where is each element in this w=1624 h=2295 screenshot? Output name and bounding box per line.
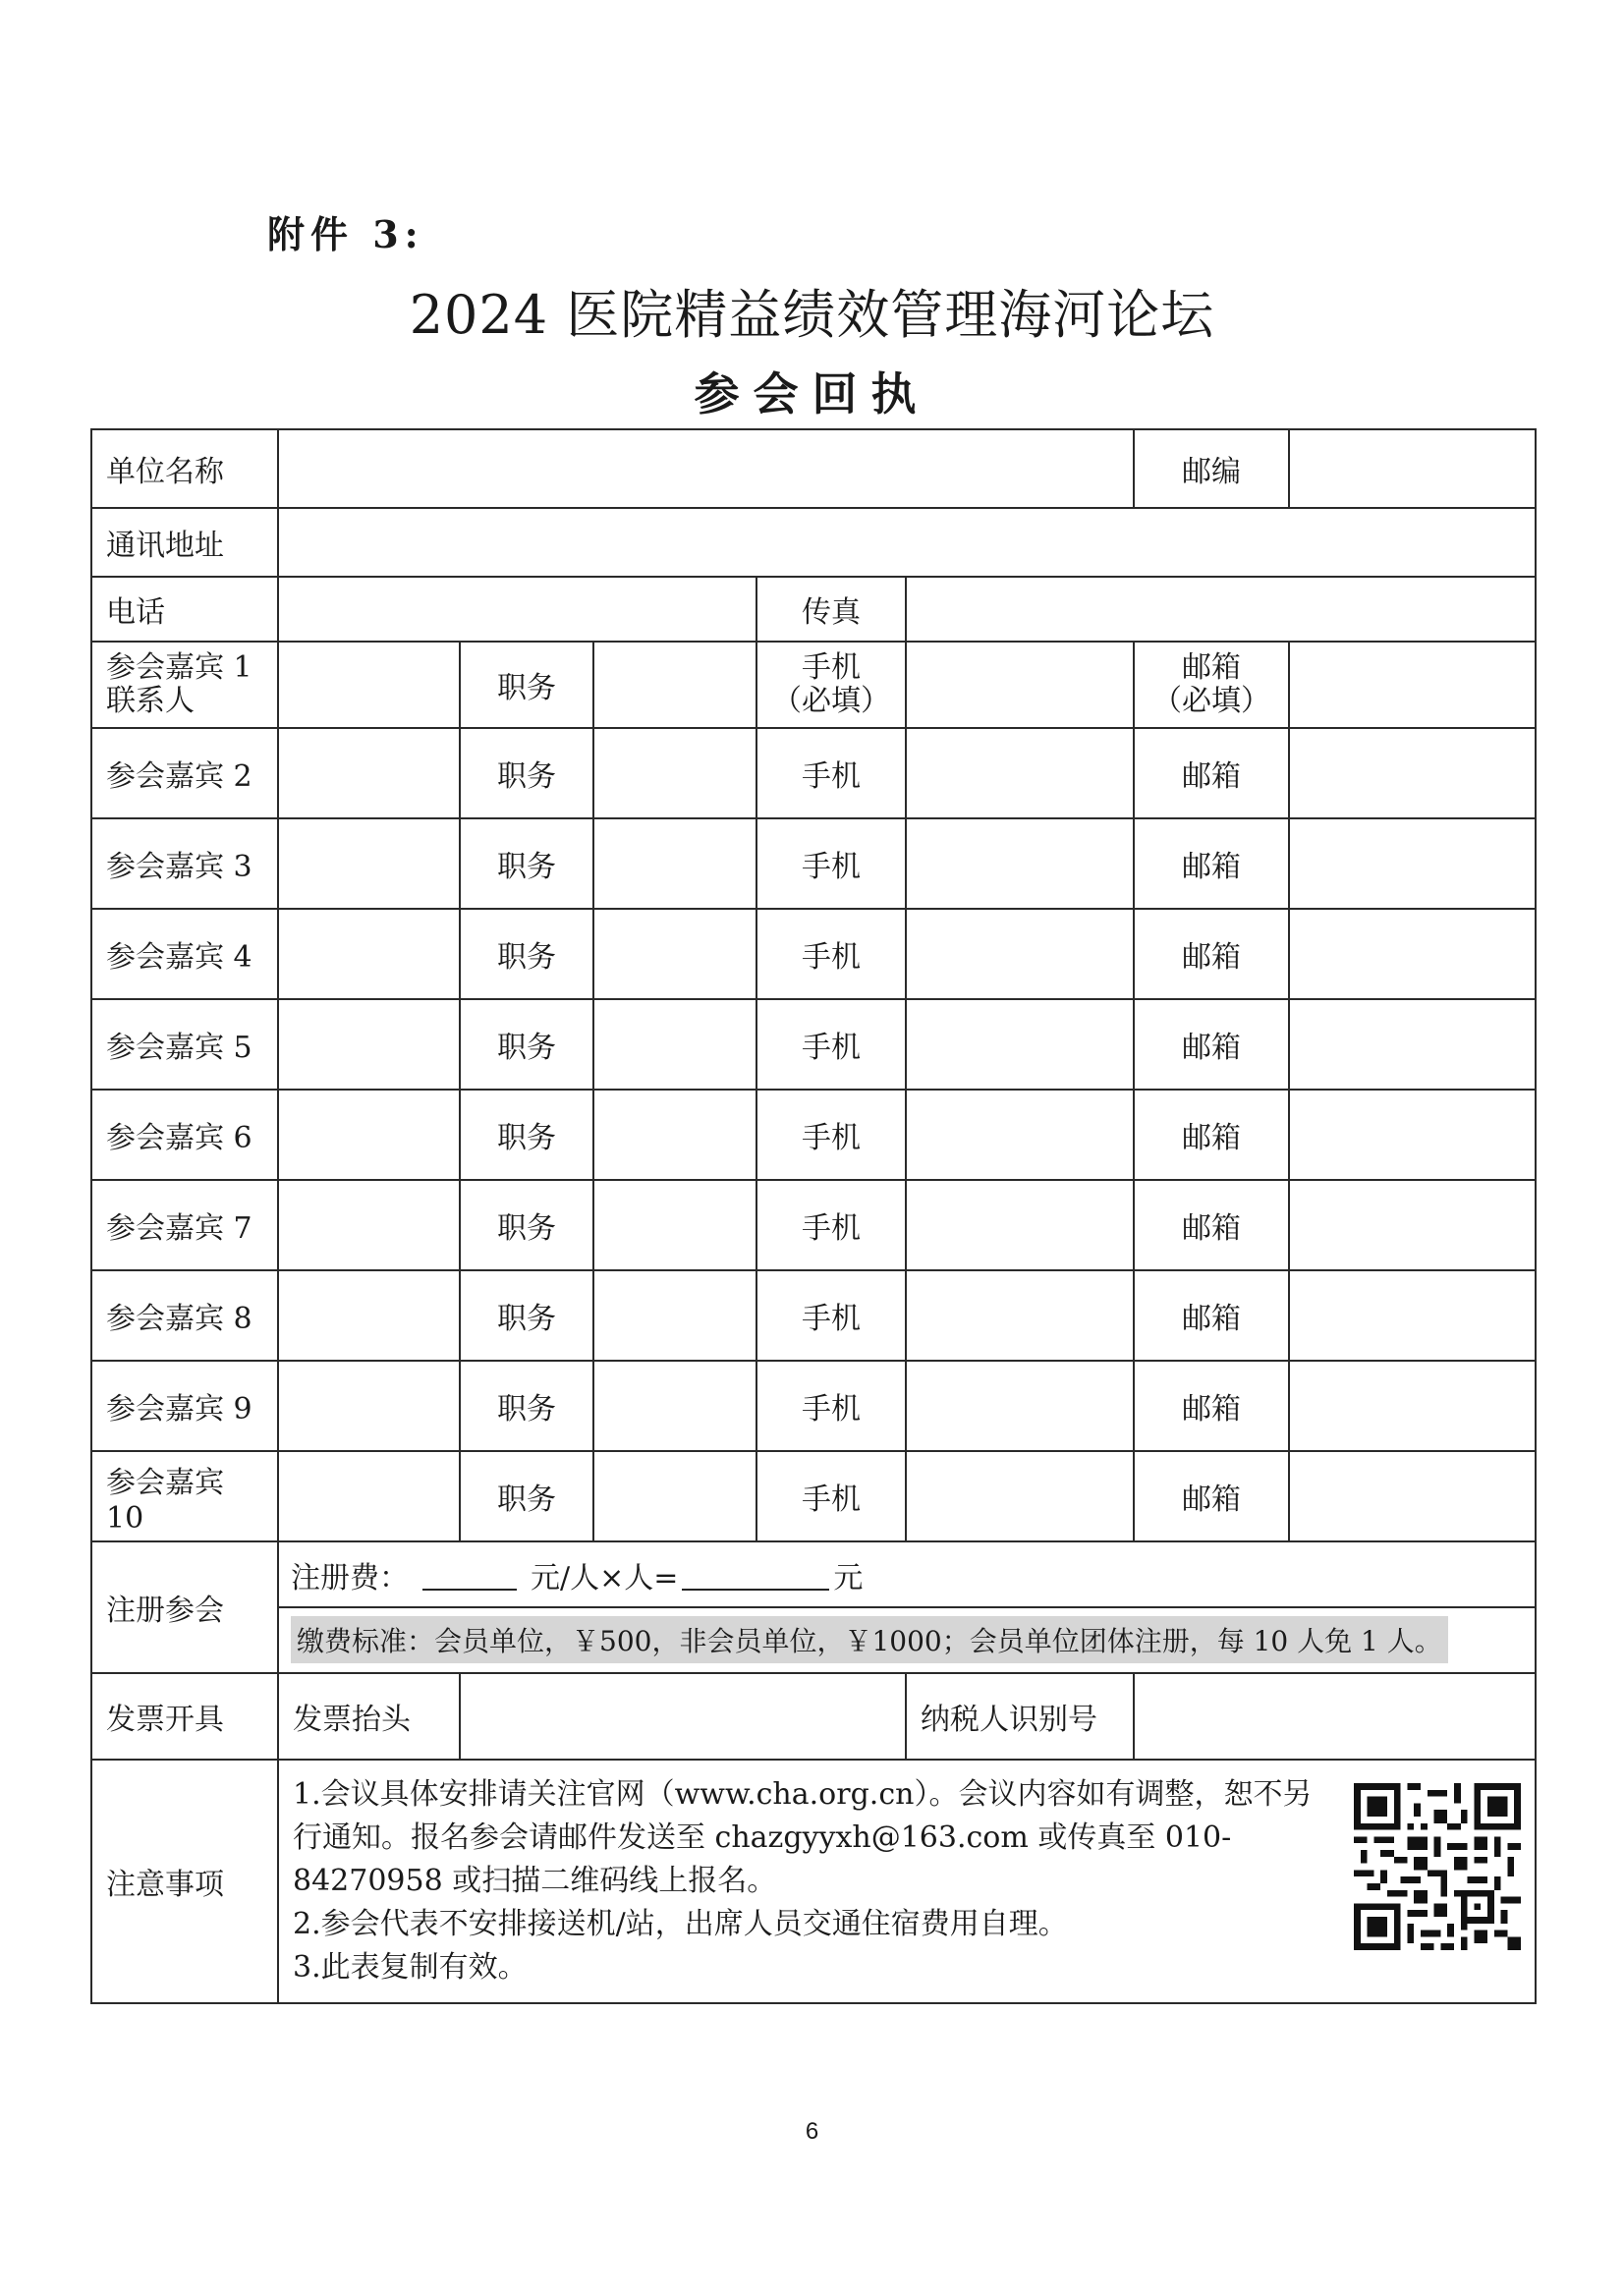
- phone-label: 电话: [91, 577, 278, 642]
- fee-unit: 元/人×人=: [531, 1561, 679, 1595]
- unit-name-label: 单位名称: [91, 429, 278, 508]
- guest-label: 参会嘉宾 2: [91, 728, 278, 818]
- fee-line: [291, 1543, 1523, 1606]
- row-notes: [91, 1760, 1536, 2003]
- qr-code-icon[interactable]: [1354, 1783, 1521, 1950]
- row-guest: [91, 909, 1536, 999]
- guest-label: 参会嘉宾 6: [91, 1090, 278, 1180]
- postcode-label: 邮编: [1134, 429, 1289, 508]
- fee-total-blank[interactable]: [682, 1559, 829, 1591]
- guest-name-field[interactable]: [278, 1270, 460, 1361]
- mobile-field[interactable]: [906, 1361, 1134, 1451]
- mobile-field[interactable]: [906, 999, 1134, 1090]
- guest-1-name-field[interactable]: [278, 642, 460, 728]
- registration-label: 注册参会: [91, 1541, 278, 1673]
- row-guest: [91, 1090, 1536, 1180]
- page-title: 2024 医院精益绩效管理海河论坛: [409, 284, 1215, 346]
- mobile-label: 手机: [756, 1361, 906, 1451]
- position-label: 职务: [460, 909, 593, 999]
- note-item: 1.会议具体安排请关注官网（www.cha.org.cn）。会议内容如有调整，恕不另行通知。报名参会请邮件发送至 chazgyyxh@163.com 或传真至 010-84270958 或扫描二维码线上报名。: [293, 1777, 1313, 1898]
- mobile-field[interactable]: [906, 818, 1134, 909]
- mobile-field[interactable]: [906, 1270, 1134, 1361]
- row-guest: [91, 1361, 1536, 1451]
- mobile-field[interactable]: [906, 1180, 1134, 1270]
- guest-label: 参会嘉宾 3: [91, 818, 278, 909]
- phone-field[interactable]: [278, 577, 756, 642]
- guest-label: 参会嘉宾 10: [91, 1451, 278, 1541]
- email-label: 邮箱: [1134, 818, 1289, 909]
- row-guest: [91, 1180, 1536, 1270]
- row-guest: [91, 728, 1536, 818]
- note-item: 3.此表复制有效。: [293, 1950, 528, 1985]
- row-guest: [91, 818, 1536, 909]
- position-label: 职务: [460, 999, 593, 1090]
- note-item: 2.参会代表不安排接送机/站，出席人员交通住宿费用自理。: [293, 1907, 1068, 1941]
- guest-1-email-label: [1134, 642, 1289, 728]
- email-label: 邮箱: [1134, 1361, 1289, 1451]
- mobile-label: 手机: [756, 909, 906, 999]
- email-label: 邮箱: [1134, 1180, 1289, 1270]
- registration-cell: [278, 1541, 1536, 1673]
- position-label: 职务: [460, 818, 593, 909]
- guest-1-label: [91, 642, 278, 728]
- guest-1-label-line1: 参会嘉宾 1: [106, 650, 252, 685]
- email-label-text: 邮箱: [1182, 650, 1241, 685]
- position-label: 职务: [460, 728, 593, 818]
- row-guest: [91, 1270, 1536, 1361]
- guest-label: 参会嘉宾 8: [91, 1270, 278, 1361]
- position-field[interactable]: [593, 999, 756, 1090]
- taxpayer-id-field[interactable]: [1134, 1673, 1536, 1760]
- row-invoice: [91, 1673, 1536, 1760]
- row-address: [91, 508, 1536, 577]
- email-field[interactable]: [1289, 818, 1536, 909]
- address-label: 通讯地址: [91, 508, 278, 577]
- fax-label: 传真: [756, 577, 906, 642]
- email-label: 邮箱: [1134, 728, 1289, 818]
- guest-1-mobile-field[interactable]: [906, 642, 1134, 728]
- row-guest: [91, 999, 1536, 1090]
- notes-cell: [278, 1760, 1536, 2003]
- guest-name-field[interactable]: [278, 999, 460, 1090]
- mobile-field[interactable]: [906, 1090, 1134, 1180]
- notes-wrap: [293, 1773, 1521, 1989]
- postcode-field[interactable]: [1289, 429, 1536, 508]
- position-label: 职务: [460, 1180, 593, 1270]
- form-subtitle: 参会回执: [694, 367, 930, 420]
- guest-label: 参会嘉宾 4: [91, 909, 278, 999]
- email-field[interactable]: [1289, 909, 1536, 999]
- row-registration: [91, 1541, 1536, 1673]
- guest-name-field[interactable]: [278, 1451, 460, 1541]
- position-field[interactable]: [593, 728, 756, 818]
- guest-1-label-line2: 联系人: [106, 684, 195, 718]
- guest-name-field[interactable]: [278, 1361, 460, 1451]
- email-label: 邮箱: [1134, 1451, 1289, 1541]
- guest-name-field[interactable]: [278, 1180, 460, 1270]
- position-field[interactable]: [593, 1180, 756, 1270]
- mobile-label: 手机: [756, 818, 906, 909]
- fax-field[interactable]: [906, 577, 1536, 642]
- guest-name-field[interactable]: [278, 909, 460, 999]
- taxpayer-id-label: 纳税人识别号: [906, 1673, 1134, 1760]
- mobile-label-text: 手机: [802, 650, 861, 685]
- unit-name-field[interactable]: [278, 429, 1134, 508]
- email-field[interactable]: [1289, 1361, 1536, 1451]
- guest-1-position-field[interactable]: [593, 642, 756, 728]
- guest-label: 参会嘉宾 9: [91, 1361, 278, 1451]
- row-guest: [91, 1451, 1536, 1541]
- row-unit: [91, 429, 1536, 508]
- mobile-label: 手机: [756, 728, 906, 818]
- position-label: 职务: [460, 1361, 593, 1451]
- address-field[interactable]: [278, 508, 1536, 577]
- email-field[interactable]: [1289, 1180, 1536, 1270]
- fee-standard-row: [279, 1606, 1535, 1671]
- guest-name-field[interactable]: [278, 1090, 460, 1180]
- notes-label: 注意事项: [91, 1760, 278, 2003]
- email-field[interactable]: [1289, 728, 1536, 818]
- required-note: （必填）: [1152, 684, 1270, 718]
- mobile-field[interactable]: [906, 728, 1134, 818]
- position-field[interactable]: [593, 1270, 756, 1361]
- page-number: 6: [805, 2118, 819, 2145]
- invoice-label: 发票开具: [91, 1673, 278, 1760]
- required-note: （必填）: [772, 684, 890, 718]
- mobile-label: 手机: [756, 1090, 906, 1180]
- registration-form: [90, 428, 1537, 2004]
- notes-text: [293, 1773, 1330, 1989]
- position-field[interactable]: [593, 818, 756, 909]
- email-label: 邮箱: [1134, 1090, 1289, 1180]
- invoice-title-label: 发票抬头: [278, 1673, 460, 1760]
- mobile-field[interactable]: [906, 909, 1134, 999]
- position-label: 职务: [460, 1090, 593, 1180]
- guest-1-email-field[interactable]: [1289, 642, 1536, 728]
- mobile-label: 手机: [756, 1451, 906, 1541]
- position-field[interactable]: [593, 1451, 756, 1541]
- fee-standard: 缴费标准：会员单位，￥500，非会员单位，￥1000；会员单位团体注册，每 10 人免 1 人。: [291, 1616, 1448, 1663]
- position-field[interactable]: [593, 909, 756, 999]
- position-field[interactable]: [593, 1361, 756, 1451]
- guest-label: 参会嘉宾 7: [91, 1180, 278, 1270]
- row-phone: [91, 577, 1536, 642]
- position-label: 职务: [460, 1451, 593, 1541]
- guest-label: 参会嘉宾 5: [91, 999, 278, 1090]
- guest-name-field[interactable]: [278, 818, 460, 909]
- email-label: 邮箱: [1134, 909, 1289, 999]
- mobile-label: 手机: [756, 1180, 906, 1270]
- position-field[interactable]: [593, 1090, 756, 1180]
- mobile-label: 手机: [756, 1270, 906, 1361]
- fee-total-unit: 元: [833, 1561, 864, 1595]
- email-field[interactable]: [1289, 999, 1536, 1090]
- invoice-title-field[interactable]: [460, 1673, 906, 1760]
- email-label: 邮箱: [1134, 999, 1289, 1090]
- mobile-field[interactable]: [906, 1451, 1134, 1541]
- position-label: 职务: [460, 1270, 593, 1361]
- fee-label: 注册费：: [291, 1561, 409, 1595]
- email-field[interactable]: [1289, 1270, 1536, 1361]
- attachment-label: 附件 3:: [267, 212, 424, 256]
- email-field[interactable]: [1289, 1451, 1536, 1541]
- row-guest-1: [91, 642, 1536, 728]
- guest-name-field[interactable]: [278, 728, 460, 818]
- email-field[interactable]: [1289, 1090, 1536, 1180]
- email-label: 邮箱: [1134, 1270, 1289, 1361]
- fee-per-person-blank[interactable]: [422, 1559, 517, 1591]
- guest-1-mobile-label: [756, 642, 906, 728]
- mobile-label: 手机: [756, 999, 906, 1090]
- guest-1-position-label: 职务: [460, 642, 593, 728]
